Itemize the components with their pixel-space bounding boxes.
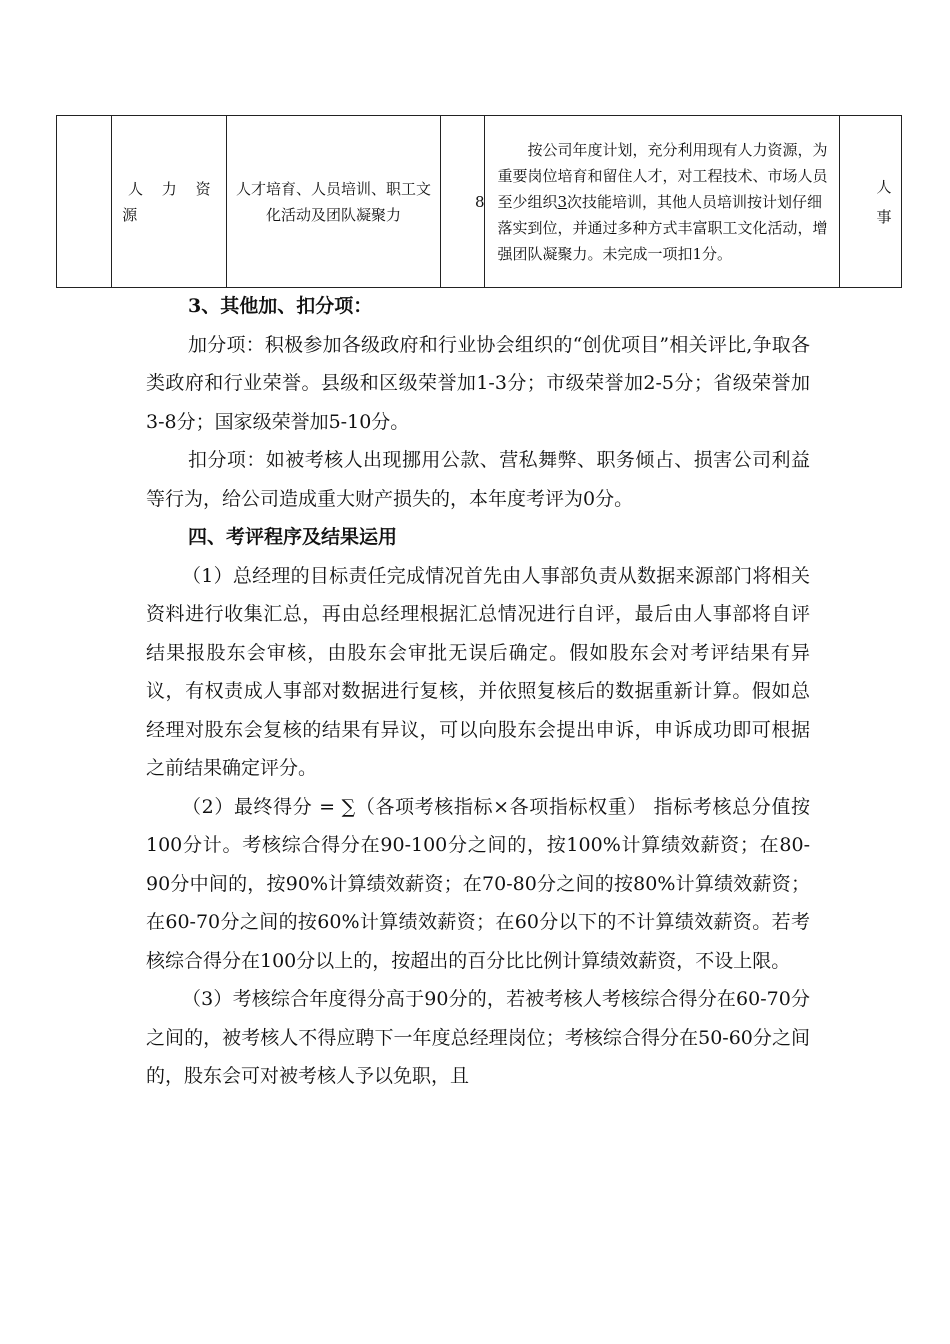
assessment-table xyxy=(56,115,902,288)
department-char-2: 事 xyxy=(876,207,892,226)
description-number: 3 xyxy=(557,192,568,211)
section4-heading: 四、考评程序及结果运用 xyxy=(188,526,398,548)
bonus-paragraph: 加分项：积极参加各级政府和行业协会组织的“创优项目”相关评比,争取各类政府和行业荣誉。县级和区级荣誉加1-3分；市级荣誉加2-5分；省级荣誉加3-8分；国家级荣誉加5-10分。 xyxy=(146,333,810,433)
table-row xyxy=(57,116,902,288)
score-cell: 8 xyxy=(441,116,485,288)
section3-heading: 3、其他加、扣分项： xyxy=(188,295,373,317)
procedure-paragraph-3: （3）考核综合年度得分高于90分的，若被考核人考核综合得分在60-70分之间的，被考核人不得应聘下一年度总经理岗位；考核综合得分在50-60分之间的，股东会可对被考核人予以免职，且 xyxy=(146,988,810,1087)
department-char-1: 人 xyxy=(876,177,892,196)
empty-index-cell xyxy=(57,116,112,288)
department-cell xyxy=(839,116,901,288)
category-cell xyxy=(112,116,226,288)
description-text-b: 次技能培训，其他人员培训按计划仔细落实到位，并通过多种方式丰富职工文化活动，增强团队凝聚力。未完成一项扣1分。 xyxy=(497,192,828,263)
category-label-part1: 人 力 资 xyxy=(128,179,218,198)
item-cell: 人才培育、人员培训、职工文化活动及团队凝聚力 xyxy=(226,116,441,288)
procedure-paragraph-2: （2）最终得分 = ∑（各项考核指标×各项指标权重） 指标考核总分值按100分计。考核综合得分在90-100分之间的，按100%计算绩效薪资；在80-90分中间的，按90%计算绩效薪资；在70-80分之间的按80%计算绩效薪资；在60-70分之间的按60%计算绩效薪资；在60分以下的不计算绩效薪资。若考核综合得分在100分以上的，按超出的百分比比例计算绩效薪资，不设上限。 xyxy=(146,795,810,972)
description-text-a: 按公司年度计划，充分利用现有人力资源，为重要岗位培育和留住人才，对工程技术、市场人员至少组织 xyxy=(497,140,828,211)
document-body xyxy=(146,287,810,1096)
procedure-paragraph-1: （1）总经理的目标责任完成情况首先由人事部负责从数据来源部门将相关资料进行收集汇总，再由总经理根据汇总情况进行自评，最后由人事部将自评结果报股东会审核，由股东会审批无误后确定。假如股东会对考评结果有异议，有权责成人事部对数据进行复核，并依照复核后的数据重新计算。假如总经理对股东会复核的结果有异议，可以向股东会提出申诉，申诉成功即可根据之前结果确定评分。 xyxy=(146,564,810,779)
deduction-paragraph: 扣分项：如被考核人出现挪用公款、营私舞弊、职务倾占、损害公司利益等行为，给公司造成重大财产损失的，本年度考评为0分。 xyxy=(146,449,810,510)
description-cell xyxy=(485,116,839,288)
category-label-part2: 源 xyxy=(122,205,138,224)
